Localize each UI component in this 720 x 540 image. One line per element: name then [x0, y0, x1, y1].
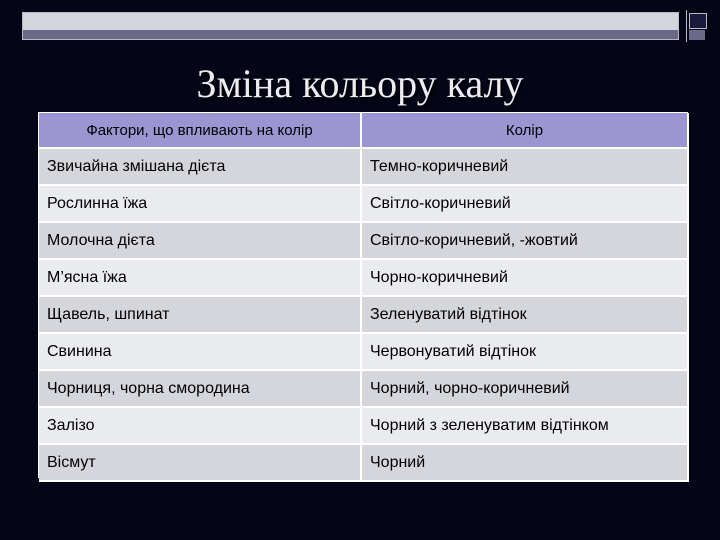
table-cell-color: Червонуватий відтінок [362, 334, 689, 371]
table-cell-factor: Чорниця, чорна смородина [39, 371, 362, 408]
table-header-color: Колір [362, 113, 689, 149]
table-cell-color: Чорно-коричневий [362, 260, 689, 297]
factors-table [38, 112, 688, 478]
table-cell-color: Зеленуватий відтінок [362, 297, 689, 334]
table-cell-factor: М’ясна їжа [39, 260, 362, 297]
table-header-factors: Фактори, що впливають на колір [39, 113, 362, 149]
decorative-corner [686, 10, 709, 42]
table-cell-factor: Щавель, шпинат [39, 297, 362, 334]
table-cell-color: Чорний, чорно-коричневий [362, 371, 689, 408]
table-cell-color: Світло-коричневий [362, 186, 689, 223]
decorative-top-bar [22, 12, 679, 40]
table-cell-color: Чорний з зеленуватим відтінком [362, 408, 689, 445]
table-cell-factor: Залізо [39, 408, 362, 445]
table-cell-factor: Свинина [39, 334, 362, 371]
slide-title: Зміна кольору калу [196, 61, 524, 106]
table-cell-color: Темно-коричневий [362, 149, 689, 186]
table-cell-color: Чорний [362, 445, 689, 482]
decorative-square [689, 13, 707, 29]
decorative-square [689, 30, 705, 40]
table-cell-color: Світло-коричневий, -жовтий [362, 223, 689, 260]
table-cell-factor: Молочна дієта [39, 223, 362, 260]
table-cell-factor: Рослинна їжа [39, 186, 362, 223]
table-cell-factor: Вісмут [39, 445, 362, 482]
table-cell-factor: Звичайна змішана дієта [39, 149, 362, 186]
decorative-top-bar-stripe [23, 30, 678, 39]
